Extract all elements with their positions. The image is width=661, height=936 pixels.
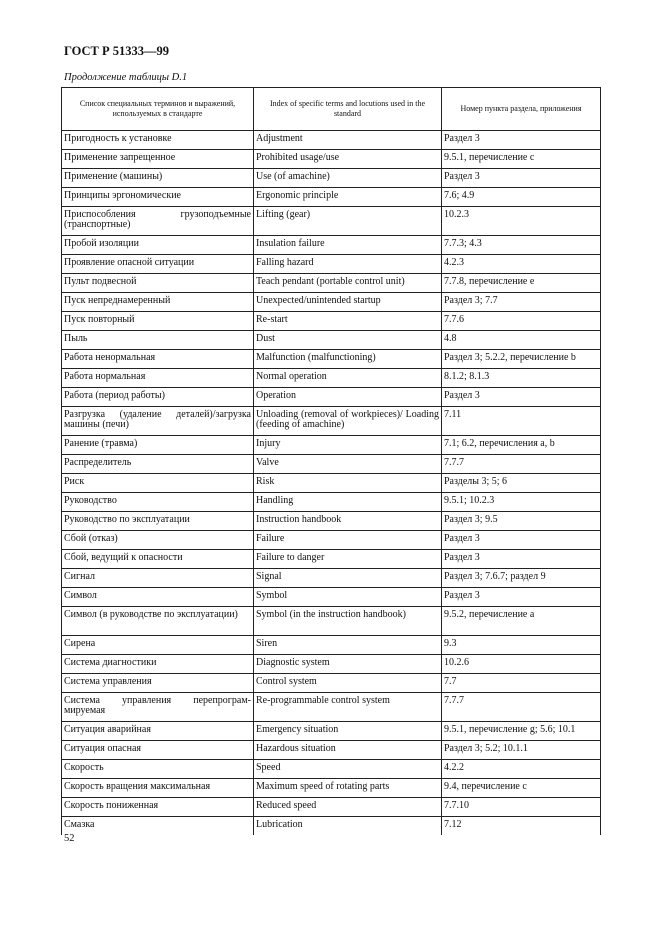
ru-term-cell: Скорость <box>62 760 254 779</box>
section-ref-cell: Раздел 3 <box>442 131 601 150</box>
table-row <box>62 674 601 693</box>
section-ref-cell: 7.7.7 <box>442 693 601 722</box>
en-term-cell: Hazardous situation <box>254 741 442 760</box>
table-caption: Продолжение таблицы D.1 <box>64 72 188 83</box>
ru-term-cell: Пульт подвесной <box>62 274 254 293</box>
table-row <box>62 569 601 588</box>
table-row <box>62 455 601 474</box>
ru-term-cell: Символ (в руководстве по эксплуатации) <box>62 607 254 636</box>
ru-term-cell: Работа ненормальная <box>62 350 254 369</box>
table-row <box>62 388 601 407</box>
section-ref-cell: 7.12 <box>442 817 601 836</box>
column-header-en-terms: Index of specific terms and locutions used in the standard <box>254 88 442 131</box>
ru-term-cell: Разгрузка (удаление деталей)/загрузка машины (печи) <box>62 407 254 436</box>
table-row <box>62 474 601 493</box>
ru-term-cell: Пробой изоляции <box>62 236 254 255</box>
section-ref-cell: 9.4, перечисление с <box>442 779 601 798</box>
section-ref-cell: Раздел 3; 9.5 <box>442 512 601 531</box>
ru-term-cell: Пуск непреднамеренный <box>62 293 254 312</box>
section-ref-cell: Раздел 3; 5.2.2, перечисление b <box>442 350 601 369</box>
section-ref-cell: Раздел 3 <box>442 531 601 550</box>
section-ref-cell: 10.2.3 <box>442 207 601 236</box>
section-ref-cell: Раздел 3; 7.6.7; раздел 9 <box>442 569 601 588</box>
column-header-section-ref: Номер пункта раздела, приложения <box>442 88 601 131</box>
en-term-cell: Prohibited usage/use <box>254 150 442 169</box>
table-row <box>62 369 601 388</box>
table-row <box>62 655 601 674</box>
en-term-cell: Failure <box>254 531 442 550</box>
table-row <box>62 493 601 512</box>
en-term-cell: Instruction handbook <box>254 512 442 531</box>
table-row <box>62 817 601 836</box>
ru-term-cell: Риск <box>62 474 254 493</box>
table-row <box>62 312 601 331</box>
en-term-cell: Lifting (gear) <box>254 207 442 236</box>
section-ref-cell: 9.5.1, перечисление g; 5.6; 10.1 <box>442 722 601 741</box>
ru-term-cell: Проявление опасной ситуации <box>62 255 254 274</box>
en-term-cell: Unloading (removal of workpieces)/ Loading (feeding of amachine) <box>254 407 442 436</box>
table-row <box>62 798 601 817</box>
column-header-ru-terms: Список специальных терминов и выражений, используемых в стандарте <box>62 88 254 131</box>
ru-term-cell: Скорость пониженная <box>62 798 254 817</box>
ru-term-cell: Применение (машины) <box>62 169 254 188</box>
table-row <box>62 188 601 207</box>
table-row <box>62 131 601 150</box>
table-row <box>62 293 601 312</box>
en-term-cell: Emergency situation <box>254 722 442 741</box>
en-term-cell: Diagnostic system <box>254 655 442 674</box>
en-term-cell: Injury <box>254 436 442 455</box>
en-term-cell: Normal operation <box>254 369 442 388</box>
ru-term-cell: Система управления <box>62 674 254 693</box>
section-ref-cell: 7.6; 4.9 <box>442 188 601 207</box>
section-ref-cell: Раздел 3; 7.7 <box>442 293 601 312</box>
ru-term-cell: Ситуация аварийная <box>62 722 254 741</box>
table-row <box>62 588 601 607</box>
section-ref-cell: 9.5.1; 10.2.3 <box>442 493 601 512</box>
table-row <box>62 169 601 188</box>
table-row <box>62 550 601 569</box>
en-term-cell: Falling hazard <box>254 255 442 274</box>
ru-term-cell: Сбой (отказ) <box>62 531 254 550</box>
table-header-row <box>62 88 601 131</box>
section-ref-cell: 7.11 <box>442 407 601 436</box>
section-ref-cell: 8.1.2; 8.1.3 <box>442 369 601 388</box>
en-term-cell: Teach pendant (portable control unit) <box>254 274 442 293</box>
ru-term-cell: Руководство <box>62 493 254 512</box>
ru-term-cell: Ситуация опасная <box>62 741 254 760</box>
section-ref-cell: 7.7 <box>442 674 601 693</box>
section-ref-cell: Раздел 3 <box>442 388 601 407</box>
en-term-cell: Maximum speed of rotating parts <box>254 779 442 798</box>
en-term-cell: Malfunction (malfunctioning) <box>254 350 442 369</box>
table-row <box>62 779 601 798</box>
section-ref-cell: Раздел 3 <box>442 550 601 569</box>
table-row <box>62 722 601 741</box>
section-ref-cell: 9.5.1, перечисление с <box>442 150 601 169</box>
en-term-cell: Control system <box>254 674 442 693</box>
table-row <box>62 741 601 760</box>
section-ref-cell: 7.7.8, перечисление е <box>442 274 601 293</box>
ru-term-cell: Смазка <box>62 817 254 836</box>
table-row <box>62 760 601 779</box>
en-term-cell: Symbol <box>254 588 442 607</box>
ru-term-cell: Сирена <box>62 636 254 655</box>
en-term-cell: Symbol (in the instruction handbook) <box>254 607 442 636</box>
en-term-cell: Lubrication <box>254 817 442 836</box>
section-ref-cell: 4.2.3 <box>442 255 601 274</box>
table-row <box>62 531 601 550</box>
table-row <box>62 236 601 255</box>
ru-term-cell: Работа (период работы) <box>62 388 254 407</box>
en-term-cell: Re-programmable control system <box>254 693 442 722</box>
table-row <box>62 636 601 655</box>
section-ref-cell: 7.1; 6.2, перечисления a, b <box>442 436 601 455</box>
table-row <box>62 150 601 169</box>
section-ref-cell: 9.3 <box>442 636 601 655</box>
terms-table <box>61 87 601 835</box>
table-row <box>62 255 601 274</box>
en-term-cell: Adjustment <box>254 131 442 150</box>
ru-term-cell: Работа нормальная <box>62 369 254 388</box>
section-ref-cell: 7.7.6 <box>442 312 601 331</box>
table-row <box>62 350 601 369</box>
ru-term-cell: Сбой, ведущий к опасности <box>62 550 254 569</box>
ru-term-cell: Пригодность к установке <box>62 131 254 150</box>
ru-term-cell: Применение запрещенное <box>62 150 254 169</box>
en-term-cell: Risk <box>254 474 442 493</box>
en-term-cell: Valve <box>254 455 442 474</box>
section-ref-cell: 10.2.6 <box>442 655 601 674</box>
en-term-cell: Re-start <box>254 312 442 331</box>
document-header: ГОСТ Р 51333—99 <box>64 44 170 58</box>
table-row <box>62 331 601 350</box>
table-row <box>62 274 601 293</box>
section-ref-cell: Раздел 3 <box>442 588 601 607</box>
section-ref-cell: Раздел 3; 5.2; 10.1.1 <box>442 741 601 760</box>
ru-term-cell: Сигнал <box>62 569 254 588</box>
table-row <box>62 607 601 636</box>
ru-term-cell: Система управления перепрограм- мируемая <box>62 693 254 722</box>
ru-term-cell: Руководство по эксплуатации <box>62 512 254 531</box>
section-ref-cell: 4.2.2 <box>442 760 601 779</box>
table-row <box>62 512 601 531</box>
section-ref-cell: 7.7.7 <box>442 455 601 474</box>
table-body <box>62 131 601 836</box>
ru-term-cell: Пуск повторный <box>62 312 254 331</box>
en-term-cell: Speed <box>254 760 442 779</box>
en-term-cell: Failure to danger <box>254 550 442 569</box>
en-term-cell: Signal <box>254 569 442 588</box>
en-term-cell: Handling <box>254 493 442 512</box>
ru-term-cell: Символ <box>62 588 254 607</box>
ru-term-cell: Пыль <box>62 331 254 350</box>
table-row <box>62 207 601 236</box>
table-row <box>62 693 601 722</box>
ru-term-cell: Распределитель <box>62 455 254 474</box>
en-term-cell: Insulation failure <box>254 236 442 255</box>
ru-term-cell: Скорость вращения максимальная <box>62 779 254 798</box>
table-row <box>62 407 601 436</box>
en-term-cell: Use (of amachine) <box>254 169 442 188</box>
en-term-cell: Ergonomic principle <box>254 188 442 207</box>
en-term-cell: Unexpected/unintended startup <box>254 293 442 312</box>
section-ref-cell: Раздел 3 <box>442 169 601 188</box>
page-number: 52 <box>64 833 75 844</box>
ru-term-cell: Приспособления грузоподъемные (транспортные) <box>62 207 254 236</box>
en-term-cell: Reduced speed <box>254 798 442 817</box>
en-term-cell: Dust <box>254 331 442 350</box>
ru-term-cell: Система диагностики <box>62 655 254 674</box>
ru-term-cell: Принципы эргономические <box>62 188 254 207</box>
section-ref-cell: 7.7.10 <box>442 798 601 817</box>
section-ref-cell: Разделы 3; 5; 6 <box>442 474 601 493</box>
en-term-cell: Siren <box>254 636 442 655</box>
section-ref-cell: 9.5.2, перечисление а <box>442 607 601 636</box>
ru-term-cell: Ранение (травма) <box>62 436 254 455</box>
table-row <box>62 436 601 455</box>
section-ref-cell: 7.7.3; 4.3 <box>442 236 601 255</box>
en-term-cell: Operation <box>254 388 442 407</box>
section-ref-cell: 4.8 <box>442 331 601 350</box>
